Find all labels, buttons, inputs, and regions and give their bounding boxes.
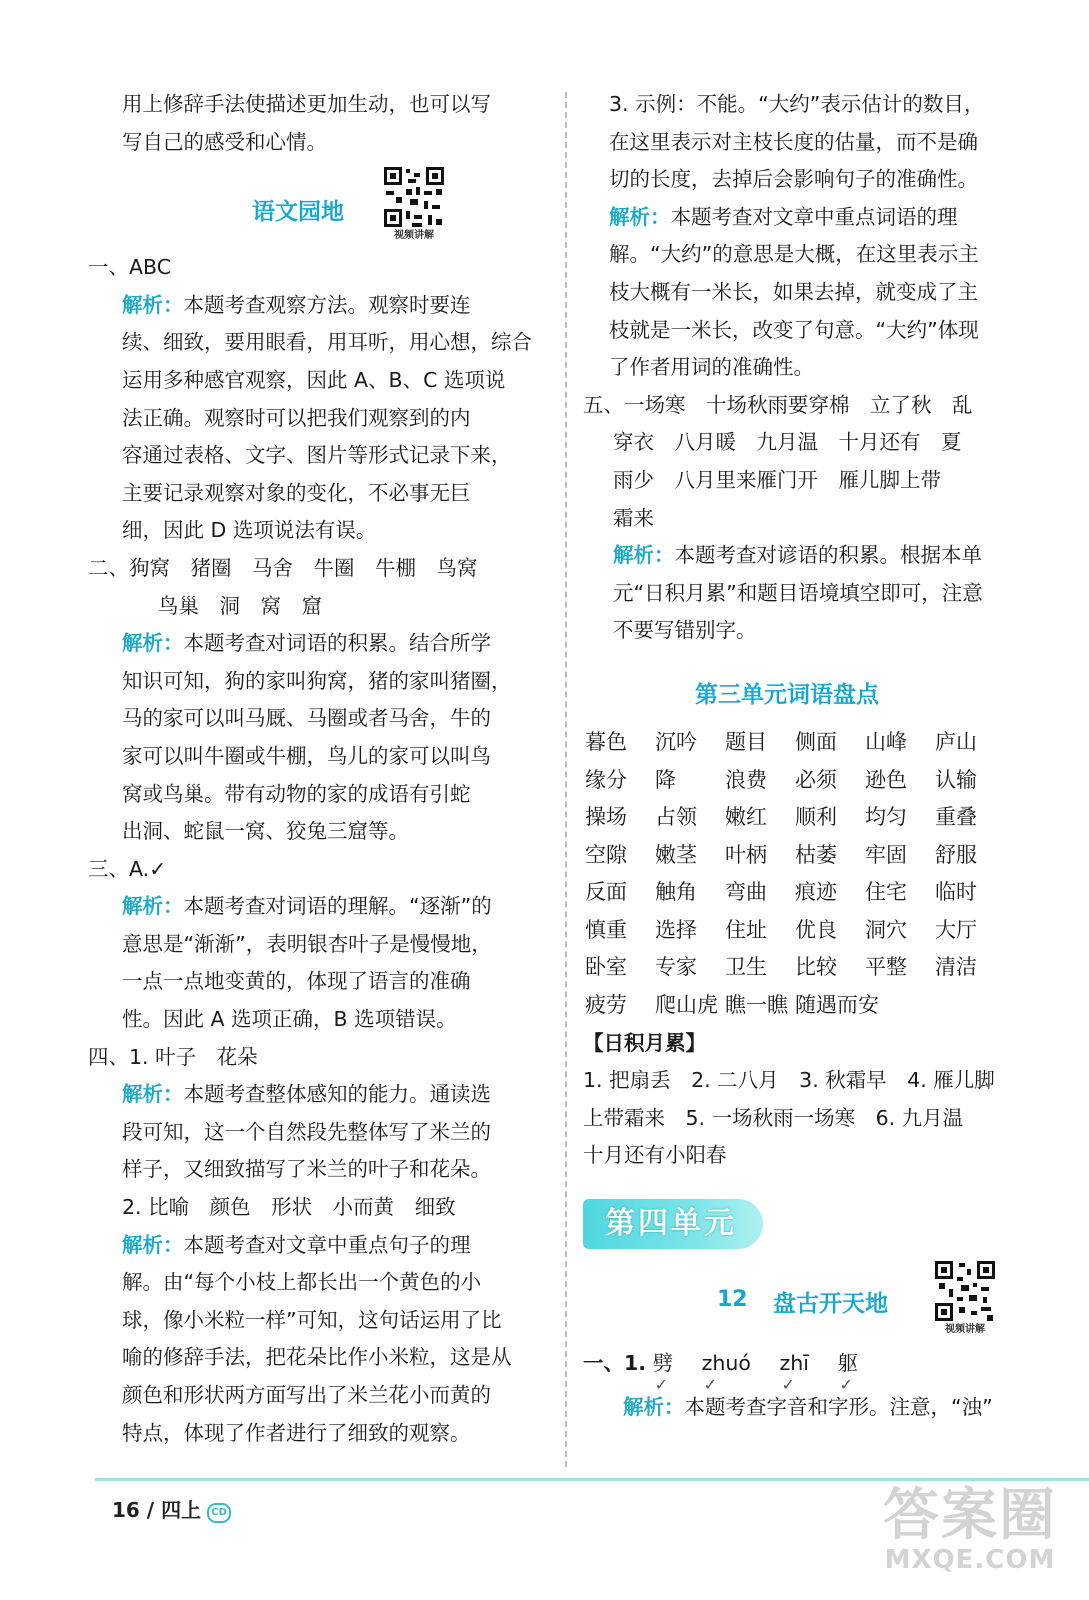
vocab-word: 山峰 xyxy=(865,729,907,754)
vocab-word: 住址 xyxy=(725,917,767,942)
analysis-text: 马的家可以叫马厩、马圈或者马舍，牛的 xyxy=(122,706,491,731)
vocab-word: 平整 xyxy=(865,955,907,980)
q4-head: 四、1. 叶子 花朵 xyxy=(88,1044,258,1069)
vocab-word: 选择 xyxy=(655,917,697,942)
vocab-word: 叶柄 xyxy=(725,842,767,867)
vocab-word: 爬山虎 xyxy=(655,993,718,1018)
column-divider xyxy=(565,92,567,1467)
vocab-word: 卧室 xyxy=(585,955,627,980)
vocab-word: 嫩茎 xyxy=(655,842,697,867)
qr-code-icon xyxy=(933,1259,997,1323)
vocab-word: 庐山 xyxy=(935,729,977,754)
analysis-text: 解。“大约”的意思是大概，在这里表示主 xyxy=(609,242,979,267)
bottom-rule xyxy=(95,1478,1089,1481)
analysis-text: 本题考查对文章中重点句子的理 xyxy=(183,1232,471,1257)
vocab-grid xyxy=(583,724,1033,1025)
vocab-word: 弯曲 xyxy=(725,880,767,905)
vocab-word: 嫩红 xyxy=(725,805,767,830)
check-icon: ✓ xyxy=(839,1375,853,1390)
vocab-word: 缘分 xyxy=(585,767,627,792)
riji-line: 上带霜来 5. 一场秋雨一场寒 6. 九月温 xyxy=(583,1105,964,1130)
analysis-text: 续、细致，要用眼看，用耳听，用心想，综合 xyxy=(122,330,532,355)
vocab-word: 空隙 xyxy=(585,842,627,867)
analysis-text: 本题考查整体感知的能力。通读选 xyxy=(183,1082,491,1107)
riji-line: 1. 把扇丢 2. 二八月 3. 秋霜早 4. 雁儿脚 xyxy=(583,1068,995,1093)
vocab-word: 题目 xyxy=(725,729,767,754)
answer-line: 切的长度，去掉后会影响句子的准确性。 xyxy=(609,167,978,192)
vocab-word: 牢固 xyxy=(865,842,907,867)
vocab-word: 舒服 xyxy=(935,842,977,867)
analysis-text: 元“日积月累”和题目语境填空即可，注意 xyxy=(613,580,983,605)
q5-head: 五、一场寒 十场秋雨要穿棉 立了秋 乱 xyxy=(583,392,973,417)
analysis-text: 本题考查对词语的积累。结合所学 xyxy=(183,631,491,656)
analysis-text: 出洞、蛇鼠一窝、狡兔三窟等。 xyxy=(122,819,409,844)
vocab-title: 第三单元词语盘点 xyxy=(695,681,879,708)
analysis-label: 解析： xyxy=(613,543,675,568)
analysis-text: 不要写错别字。 xyxy=(613,618,757,643)
unit-banner: 第四单元 xyxy=(583,1199,763,1249)
analysis-text: 枝大概有一米长，如果去掉，就变成了主 xyxy=(609,279,978,304)
vocab-word: 专家 xyxy=(655,955,697,980)
q5-line: 霜来 xyxy=(613,505,654,530)
analysis-text: 本题考查对文章中重点词语的理 xyxy=(670,204,958,229)
analysis-label: 解析： xyxy=(122,631,184,656)
page-number: 16 / 四上 xyxy=(112,1498,202,1522)
vocab-word: 反面 xyxy=(585,880,627,905)
analysis-text: 了作者用词的准确性。 xyxy=(609,355,814,380)
analysis-text: 主要记录观察对象的变化，不必事无巨 xyxy=(122,480,471,505)
page-footer xyxy=(112,1494,231,1523)
analysis-label: 解析： xyxy=(609,204,671,229)
vocab-word: 清洁 xyxy=(935,955,977,980)
pinyin-q-head: 一、1. xyxy=(583,1351,647,1376)
lesson-number: 12 xyxy=(717,1287,748,1313)
right-column xyxy=(583,86,1033,1427)
analysis-text: 意思是“渐渐”，表明银杏叶子是慢慢地， xyxy=(122,931,492,956)
vocab-word: 均匀 xyxy=(865,805,907,830)
riji-line: 十月还有小阳春 xyxy=(583,1143,727,1168)
pinyin-question xyxy=(583,1343,1033,1389)
analysis-text: 运用多种感官观察，因此 A、B、C 选项说 xyxy=(122,367,506,392)
analysis-text: 细，因此 D 选项说法有误。 xyxy=(122,518,377,543)
answer-line: 在这里表示对主枝长度的估量，而不是确 xyxy=(609,129,978,154)
vocab-word: 浪费 xyxy=(725,767,767,792)
analysis-label: 解析： xyxy=(122,1232,184,1257)
analysis-text: 本题考查观察方法。观察时要连 xyxy=(183,292,471,317)
analysis-text: 本题考查字音和字形。注意，“浊” xyxy=(684,1395,993,1420)
vocab-word: 优良 xyxy=(795,917,837,942)
q2-head: 二、狗窝 猪圈 马舍 牛圈 牛棚 鸟窝 xyxy=(88,555,478,580)
lesson-title: 盘古开天地 xyxy=(773,1291,888,1318)
section-header xyxy=(88,161,548,249)
analysis-label: 解析： xyxy=(122,1082,184,1107)
vocab-word: 必须 xyxy=(795,767,837,792)
vocab-word: 临时 xyxy=(935,880,977,905)
analysis-text: 喻的修辞手法，把花朵比作小米粒，这是从 xyxy=(122,1345,512,1370)
cd-badge-icon: CD xyxy=(207,1503,231,1523)
analysis-text: 一点一点地变黄的，体现了语言的准确 xyxy=(122,969,471,994)
watermark-logo: 答案圈 xyxy=(883,1483,1057,1548)
vocab-word: 认输 xyxy=(935,767,977,792)
vocab-header xyxy=(583,650,1033,724)
pinyin-item: zhī ✓ xyxy=(779,1343,808,1383)
vocab-word: 暮色 xyxy=(585,729,627,754)
intro-line: 写自己的感受和心情。 xyxy=(122,129,327,154)
vocab-word: 住宅 xyxy=(865,880,907,905)
analysis-text: 法正确。观察时可以把我们观察到的内 xyxy=(122,405,471,430)
vocab-word: 侧面 xyxy=(795,729,837,754)
answer-line: 3. 示例：不能。“大约”表示估计的数目， xyxy=(609,92,985,116)
qr-code[interactable] xyxy=(933,1259,997,1337)
analysis-text: 窝或鸟巢。带有动物的家的成语有引蛇 xyxy=(122,781,471,806)
analysis-label: 解析： xyxy=(122,894,184,919)
analysis-text: 球，像小米粒一样”可知，这句话运用了比 xyxy=(122,1307,502,1332)
q5-line: 雨少 八月里来雁门开 雁儿脚上带 xyxy=(613,467,941,492)
intro-line: 用上修辞手法使描述更加生动，也可以写 xyxy=(122,92,491,116)
vocab-word: 痕迹 xyxy=(795,880,837,905)
q5-line: 穿衣 八月暖 九月温 十月还有 夏 xyxy=(613,430,962,455)
analysis-text: 颜色和形状两方面写出了米兰花小而黄的 xyxy=(122,1383,491,1407)
vocab-word: 触角 xyxy=(655,880,697,905)
qr-caption: 视频讲解 xyxy=(394,230,434,242)
analysis-text: 解。由“每个小枝上都长出一个黄色的小 xyxy=(122,1270,482,1295)
vocab-word: 卫生 xyxy=(725,955,767,980)
analysis-text: 本题考查对谚语的积累。根据本单 xyxy=(674,543,982,568)
analysis-text: 知识可知，狗的家叫狗窝，猪的家叫猪圈， xyxy=(122,668,512,693)
vocab-word: 沉吟 xyxy=(655,729,697,754)
analysis-text: 家可以叫牛圈或牛棚，鸟儿的家可以叫鸟 xyxy=(122,743,491,768)
vocab-word: 顺利 xyxy=(795,805,837,830)
riji-head: 【日积月累】 xyxy=(583,1030,706,1055)
analysis-text: 本题考查对词语的理解。“逐渐”的 xyxy=(183,894,492,919)
q1-head: 一、ABC xyxy=(88,255,172,280)
analysis-text: 特点，体现了作者进行了细致的观察。 xyxy=(122,1420,471,1445)
section-title: 语文园地 xyxy=(252,199,344,226)
qr-code-icon xyxy=(382,165,446,229)
vocab-word: 操场 xyxy=(585,805,627,830)
qr-caption: 视频讲解 xyxy=(945,1324,985,1336)
vocab-word: 大厅 xyxy=(935,917,977,942)
q2-head-cont: 鸟巢 洞 窝 窟 xyxy=(158,593,322,618)
qr-code[interactable] xyxy=(382,165,446,243)
lesson-header xyxy=(583,1249,1033,1343)
left-column xyxy=(88,86,548,1452)
vocab-word: 逊色 xyxy=(865,767,907,792)
vocab-word: 随遇而安 xyxy=(795,993,879,1018)
vocab-word: 枯萎 xyxy=(795,842,837,867)
q3-head: 三、A.✓ xyxy=(88,856,167,881)
check-icon: ✓ xyxy=(781,1375,795,1390)
analysis-text: 段可知，这一个自然段先整体写了米兰的 xyxy=(122,1119,491,1144)
analysis-label: 解析： xyxy=(122,292,184,317)
analysis-label: 解析： xyxy=(623,1395,685,1420)
analysis-text: 样子，又细致描写了米兰的叶子和花朵。 xyxy=(122,1157,491,1182)
check-icon: ✓ xyxy=(654,1375,668,1390)
vocab-word: 降 xyxy=(655,767,676,792)
vocab-word: 重叠 xyxy=(935,805,977,830)
pinyin-item: 劈 ✓ xyxy=(653,1343,674,1383)
analysis-text: 性。因此 A 选项正确，B 选项错误。 xyxy=(122,1007,457,1032)
analysis-text: 枝就是一米长，改变了句意。“大约”体现 xyxy=(609,317,979,342)
vocab-word: 慎重 xyxy=(585,917,627,942)
analysis-text: 容通过表格、文字、图片等形式记录下来， xyxy=(122,443,512,468)
vocab-word: 疲劳 xyxy=(585,993,627,1018)
vocab-word: 洞穴 xyxy=(865,917,907,942)
check-icon: ✓ xyxy=(703,1375,718,1390)
vocab-word: 比较 xyxy=(795,955,837,980)
vocab-word: 占领 xyxy=(655,805,697,830)
q4-sub2: 2. 比喻 颜色 形状 小而黄 细致 xyxy=(122,1195,456,1220)
vocab-word: 瞧一瞧 xyxy=(725,993,788,1018)
watermark xyxy=(883,1483,1057,1575)
pinyin-item: zhuó ✓ xyxy=(702,1343,751,1383)
watermark-url: MXQE.COM xyxy=(884,1545,1056,1575)
pinyin-item: 躯 ✓ xyxy=(837,1343,858,1383)
